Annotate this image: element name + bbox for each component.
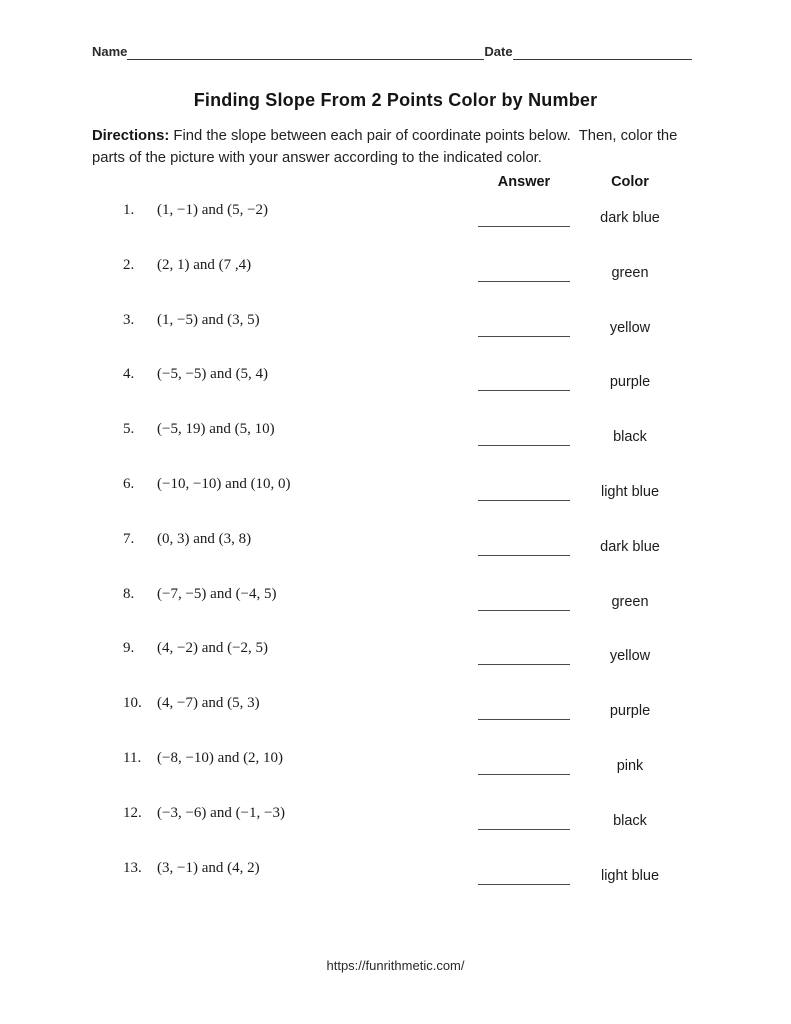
problem-points: (−5, −5) and (5, 4)	[157, 366, 269, 383]
answer-blank[interactable]	[478, 226, 570, 227]
problem-points: (2, 1) and (7 ,4)	[157, 256, 252, 273]
problem-row	[123, 748, 690, 803]
answer-blank[interactable]	[478, 500, 570, 501]
answer-cell	[478, 748, 570, 775]
answer-cell	[478, 474, 570, 501]
answer-blank[interactable]	[478, 336, 570, 337]
footer-url[interactable]: https://funrithmetic.com/	[326, 958, 465, 973]
name-blank[interactable]	[127, 44, 484, 60]
answer-cell	[478, 419, 570, 446]
problem-points: (−5, 19) and (5, 10)	[157, 421, 275, 438]
answer-cell	[478, 693, 570, 720]
problem-number: 5.	[123, 421, 135, 438]
problem-number: 1.	[123, 202, 135, 218]
directions-label: Directions:	[92, 128, 170, 144]
problem-row	[123, 419, 690, 474]
problem-points: (3, −1) and (4, 2)	[157, 859, 260, 876]
problem-row	[123, 200, 690, 255]
answer-blank[interactable]	[478, 884, 570, 885]
problem-points: (−7, −5) and (−4, 5)	[157, 585, 277, 602]
color-label: purple	[609, 374, 651, 391]
problem-number: 6.	[123, 475, 135, 492]
name-label: Name	[92, 44, 128, 59]
answer-cell	[478, 858, 570, 885]
answer-blank[interactable]	[478, 390, 570, 391]
color-label: pink	[616, 757, 644, 774]
problem-number: 2.	[123, 256, 135, 273]
problem-number: 8.	[123, 585, 135, 602]
problem-row	[123, 310, 690, 365]
color-label: light blue	[600, 867, 660, 884]
date-label: Date	[484, 44, 513, 59]
answer-blank[interactable]	[478, 719, 570, 720]
name-date-row	[92, 44, 692, 60]
problem-number: 9.	[123, 640, 135, 657]
problem-number: 13.	[123, 859, 142, 876]
problem-row	[123, 474, 690, 529]
problem-points: (−3, −6) and (−1, −3)	[157, 804, 285, 821]
problem-row	[123, 858, 690, 913]
problem-points: (4, −7) and (5, 3)	[157, 695, 260, 712]
problem-points: (0, 3) and (3, 8)	[157, 530, 252, 547]
problem-row	[123, 529, 690, 584]
problem-points: (4, −2) and (−2, 5)	[157, 640, 269, 657]
problem-number: 7.	[123, 530, 135, 547]
answer-cell	[478, 364, 570, 391]
answer-cell	[478, 529, 570, 556]
directions-text: Find the slope between each pair of coordinate points below. Then, color the parts of the picture with your answer according to the indicated color.	[92, 128, 678, 166]
answer-cell	[478, 255, 570, 282]
answer-cell	[478, 200, 570, 227]
color-label: green	[611, 264, 649, 281]
problem-row	[123, 255, 690, 310]
color-label: black	[613, 812, 647, 829]
problem-number: 12.	[123, 804, 142, 821]
problem-row	[123, 584, 690, 639]
problems-table	[123, 174, 690, 912]
answer-cell	[478, 803, 570, 830]
problem-row	[123, 693, 690, 748]
color-column-header: Color	[611, 174, 649, 190]
color-label: green	[611, 593, 649, 610]
color-label: purple	[609, 703, 651, 720]
answer-blank[interactable]	[478, 774, 570, 775]
color-label: dark blue	[600, 210, 660, 226]
color-label: yellow	[609, 648, 651, 665]
color-label: black	[613, 429, 647, 446]
answer-blank[interactable]	[478, 829, 570, 830]
column-header-row	[123, 174, 690, 200]
answer-cell	[478, 638, 570, 665]
problem-points: (−8, −10) and (2, 10)	[157, 749, 284, 766]
answer-blank[interactable]	[478, 664, 570, 665]
color-label: dark blue	[600, 538, 660, 555]
problem-number: 11.	[123, 749, 142, 766]
problem-points: (1, −1) and (5, −2)	[157, 202, 269, 218]
answer-blank[interactable]	[478, 555, 570, 556]
problem-number: 10.	[123, 695, 142, 712]
problem-number: 3.	[123, 311, 135, 328]
answer-blank[interactable]	[478, 445, 570, 446]
problem-row	[123, 364, 690, 419]
problem-points: (−10, −10) and (10, 0)	[157, 475, 291, 492]
color-label: light blue	[600, 483, 660, 500]
problem-row	[123, 638, 690, 693]
problem-points: (1, −5) and (3, 5)	[157, 311, 260, 328]
answer-column-header: Answer	[497, 174, 551, 190]
answer-cell	[478, 584, 570, 611]
answer-cell	[478, 310, 570, 337]
directions	[92, 126, 702, 169]
problem-number: 4.	[123, 366, 135, 383]
page-title: Finding Slope From 2 Points Color by Number	[193, 90, 598, 110]
problem-row	[123, 803, 690, 858]
color-label: yellow	[609, 319, 651, 336]
answer-blank[interactable]	[478, 281, 570, 282]
date-blank[interactable]	[513, 44, 692, 60]
answer-blank[interactable]	[478, 610, 570, 611]
